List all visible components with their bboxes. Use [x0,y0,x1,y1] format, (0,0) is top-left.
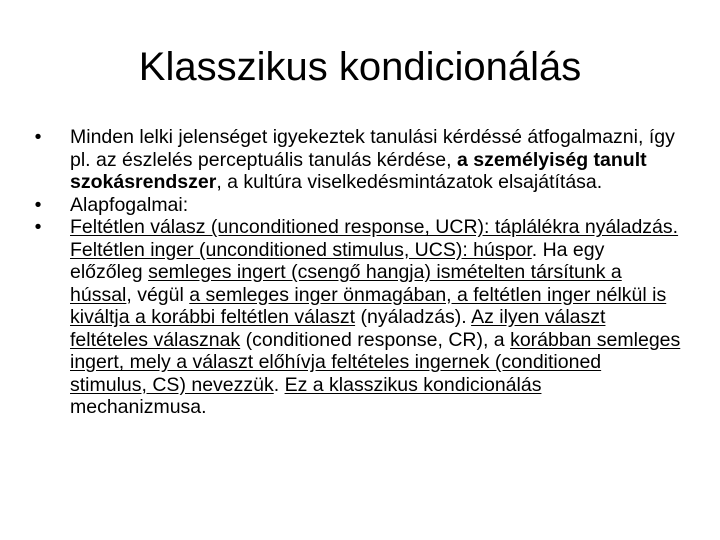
bullet-text: Alapfogalmai: [70,193,189,216]
bullet-marker: • [34,126,42,148]
underlined-text: semleges ingert (csengő hangja) ismételten társítunk a hússal [70,261,622,306]
underlined-text: Az ilyen választ feltételes válasznak [70,306,606,351]
bullet-text: mechanizmusa. [70,396,207,418]
slide-title: Klasszikus kondicionálás [138,45,582,89]
underlined-text: a semleges inger önmagában, a feltétlen inger nélkül is kiváltja a korábbi feltétlen választ [70,283,667,328]
bullet-item [32,216,682,419]
bullet-text: . Ha egy előzőleg [70,238,605,283]
bullet-text: , a kultúra viselkedésmintázatok elsajátítása. [216,171,603,193]
underlined-text: Feltétlen válasz (unconditioned response, UCR): táplálékra nyáladzás. [70,216,679,238]
underlined-text: korábban semleges ingert, mely a választ előhívja feltételes ingernek (conditioned stimulus, CS) nevezzük [70,328,681,396]
underlined-text: Ez a klasszikus kondicionálás [284,373,542,396]
bullet-text: (nyáladzás). [355,306,472,328]
bullet-item [32,126,682,194]
bullet-marker: • [34,216,42,238]
bullet-text: . [273,373,285,396]
bullet-text: , végül [126,283,190,306]
underlined-text: Feltétlen inger (unconditioned stimulus, UCS): húspor [70,238,532,261]
bullet-text: Minden lelki jelenséget igyekeztek tanulási kérdéssé átfogalmazni, így pl. az észlelés perceptuális tanulás kérdése, [70,126,675,171]
bold-text: a személyiség tanult szokásrendszer [70,148,647,193]
bullet-list [32,126,682,419]
bullet-text: (conditioned response, CR), a [240,328,511,351]
bullet-marker: • [34,193,42,216]
bullet-item [32,194,682,217]
